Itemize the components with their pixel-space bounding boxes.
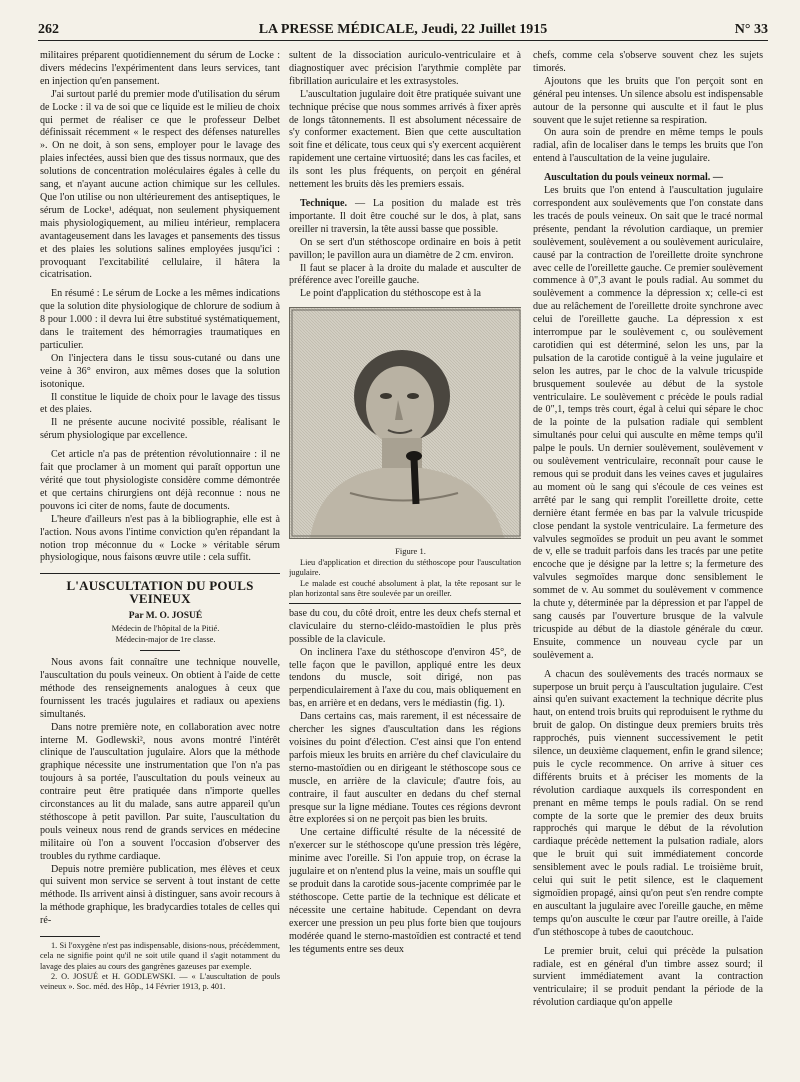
journal-title: LA PRESSE MÉDICALE, Jeudi, 22 Juillet 1915 bbox=[258, 22, 548, 37]
paragraph: L'heure d'ailleurs n'est pas à la bibliographie, elle est à l'action. Nous avons l'intime conviction qu'en répandant la notion trop méconnue du « Locke » véritable sérum physiologique, nous faisons œuvre utile : cela suffit. bbox=[40, 513, 280, 564]
page-number: 262 bbox=[38, 22, 59, 37]
paragraph: A chacun des soulèvements des tracés normaux se superpose un bruit perçu à l'auscultation jugulaire. C'est ainsi qu'en suivant exactement la technique décrite plus haut, on entend trois bruits qui reproduisent le rythme du bruit de galop. On distingue deux premiers bruits très rapprochés, puis viennent successivement le petit silence, un deuxième claquement, enfin le grand silence; puis le cycle recommence. On arrive à situer ces différents bruits et à préciser les moments de la révolution cardiaque auxquels ils correspondent en prenant en même temps le pouls radial. On se rend compte de la sorte que le premier des deux bruits rapprochés qui marque le début de la révolution cardiaque précède nettement la pulsation radiale, alors que le bruit qui suit immédiatement concorde sensiblement avec le pouls radial. Le troisième bruit, celui qui suit le petit silence, est le claquement sigmoïdien propagé, ainsi qu'on peut s'en rendre compte en auscultant la jugulaire avec l'oreille gauche, en même temps qu'on ausculte le cœur par l'autre oreille, à l'aide d'un stéthoscope à tubes de caoutchouc. bbox=[533, 668, 763, 938]
column-2 bbox=[289, 50, 521, 1065]
article-title: L'AUSCULTATION DU POULS VEINEUX bbox=[66, 578, 254, 607]
issue-number: N° 33 bbox=[734, 22, 768, 37]
paragraph: On se sert d'un stéthoscope ordinaire en bois à petit pavillon; le pavillon aura un diamètre de 2 cm. environ. bbox=[289, 236, 521, 261]
paragraph: Les bruits que l'on entend à l'auscultation jugulaire correspondent aux soulèvements que l'on constate dans les tracés de pouls veineux. On sait que le tracé normal présente, pendant la révolution cardiaque, un premier soulèvement, soulèvement a ou soulèvement auriculaire, causé par la contraction de l'oreillette droite synchrone avec celle de l'oreillette gauche. Ce premier soulèvement commence à 0",3 avant le pouls radial. Au sommet du soulèvement a commence la dépression x; celle-ci est due au relâchement de l'oreillette droite synchrone avec celui de l'oreillette gauche. La dépression x est interrompue par le soulèvement c, ou soulèvement carotidien qui est déterminé, selon les uns, par la pulsation de la carotide contiguë à la veine jugulaire et selon les autres, par le choc de la valvule tricuspide brusquement soulevée au début de la systole ventriculaire. Le soulèvement c précède le pouls radial de 0",1, temps très court, égal à celui qui sépare le choc de la pointe de la pulsation radiale qui semblent simultanés pour celui qui ausculte en même temps qu'il palpe le pouls. Un dernier soulèvement, soulèvement v ou soulèvement ventriculaire, reconnaît pour cause le remous qui se produit dans les veines caves et jugulaires au moment où le sang qui s'écoule de ces veines est arrêté par le sang qui remplit l'oreillette droite, cette dernière étant fermée en bas par la valvule tricuspide close pendant la systole ventriculaire. La fermeture des valvules segmoïdes se produit un peu avant le sommet de v, elle se traduit parfois dans les tracés par une petite encoche que je désigne par la lettre s; la fermeture des valvules segmoïdes marque donc sensiblement le sommet de v. Au sommet du soulèvement v commence la chute y, déterminée par la dépression et par l'appel de sang causés par l'ouverture brusque de la valvule tricuspide au début de la diastole générale du cœur. Ensuite, commence un nouveau cycle par un soulèvement a. bbox=[533, 185, 763, 661]
paragraph: Il constitue le liquide de choix pour le lavage des tissus et des plaies. bbox=[40, 391, 280, 416]
author-affiliation: Médecin de l'hôpital de la Pitié. bbox=[111, 623, 220, 634]
paragraph: On aura soin de prendre en même temps le pouls radial, afin de localiser dans le temps les bruits que l'on entend à l'auscultation de la veine jugulaire. bbox=[533, 127, 763, 165]
article-author: Par M. O. JOSUÉ bbox=[128, 611, 203, 622]
paragraph: militaires préparent quotidiennement du sérum de Locke : divers médecins l'expérimentent dans leurs services, tant en injection qu'en pansement. bbox=[40, 50, 280, 87]
paragraph: Cet article n'a pas de prétention révolutionnaire : il ne fait que proclamer à un moment qui paraît opportun une vérité que tout physiologiste considère comme démontrée et que certains chirurgiens ont déjà reconnue : nous ne pouvons ici citer de noms, faute de documents. bbox=[40, 449, 280, 512]
paragraph: Une certaine difficulté résulte de la nécessité de n'exercer sur le stéthoscope qu'une pression très légère, minime avec l'oreille. Si l'on appuie trop, on écrase la jugulaire et on n'entend plus la veine, mais un souffle qui se produit dans la carotide sous-jacente comprimée par le stéthoscope. Cette partie de la technique est délicate et nécessite une certaine habitude. Cependant on devra exercer une pression un peu plus forte bien que toujours modérée quand le sterno-mastoïdien est contracté et tend les téguments entre ses deux bbox=[289, 827, 521, 955]
section-heading: Auscultation du pouls veineux normal. — bbox=[544, 172, 723, 184]
paragraph: Le premier bruit, celui qui précède la pulsation radiale, est en général d'un timbre assez sourd; il survient immédiatement avant la contraction ventriculaire; il se produit pendant la période de la révolution cardiaque qu'on appelle bbox=[533, 945, 763, 1009]
figure-illustration bbox=[289, 307, 521, 539]
page-header bbox=[38, 20, 768, 41]
paragraph: L'auscultation jugulaire doit être pratiquée suivant une technique précise que nous sommes arrivés à fixer après de longs tâtonnements. Il est absolument nécessaire de s'y conformer exactement. Bien que cette auscultation soit fine et délicate, tous ceux qui s'y exercent acquièrent rapidement une certaine virtuosité; dans les cas faciles, et ils sont les plus fréquents, on perçoit en général nettement les bruits dès les premiers essais. bbox=[289, 88, 521, 191]
footnote: 2. O. JOSUÉ et H. GODLEWSKI. — « L'auscultation de pouls veineux ». Soc. méd. des Hôp., 14 Février 1913, p. 401. bbox=[40, 971, 280, 991]
short-divider bbox=[140, 650, 180, 651]
paragraph: chefs, comme cela s'observe souvent chez les sujets timorés. bbox=[533, 50, 763, 74]
footnote: 1. Si l'oxygène n'est pas indispensable, disions-nous, précédemment, cela ne signifie point qu'il ne soit utile quand il s'agit notamment du lavage des plaies au cours des gangrènes gazeuses par exemple. bbox=[40, 941, 280, 971]
paragraph: Il faut se placer à la droite du malade et ausculter de préférence avec l'oreille gauche. bbox=[289, 262, 521, 287]
figure-note: Le malade est couché absolument à plat, la tête reposant sur le plan horizontal sans être soulevée par un oreiller. bbox=[289, 578, 521, 598]
paragraph: En résumé : Le sérum de Locke a les mêmes indications que la solution dite physiologique de chlorure de sodium à 8 pour 1.000 : il devra lui être substitué systématiquement, dans le traitement des hémorragies traumatiques en particulier. bbox=[40, 288, 280, 351]
figure-divider bbox=[289, 603, 521, 604]
footnote-divider bbox=[40, 936, 100, 937]
paragraph: Le point d'application du stéthoscope est à la bbox=[300, 288, 481, 300]
figure-caption: Lieu d'application et direction du stéthoscope pour l'auscultation jugulaire. bbox=[289, 558, 521, 578]
technique-heading: Technique. bbox=[300, 197, 348, 209]
figure-title: Figure 1. bbox=[395, 546, 426, 557]
paragraph: Nous avons fait connaître une technique nouvelle, l'auscultation du pouls veineux. On obtient à l'aide de cette méthode des renseignements analogues à ceux que fournissent les tracés jugulaires et radiaux ou apexiens simultanés. bbox=[40, 657, 280, 720]
column-3 bbox=[533, 50, 763, 1065]
column-1 bbox=[40, 50, 280, 1065]
paragraph: On inclinera l'axe du stéthoscope d'environ 45°, de telle façon que le pavillon, appliqué entre les deux tendons du muscle, soit dirigé, non pas perpendiculairement à l'axe du cou, mais obliquement en bas, en arrière et en dedans, vers le médiastin (fig. 1). bbox=[289, 646, 521, 710]
paragraph: — La position du malade est très importante. Il doit être couché sur le dos, à plat, sans oreiller ni traversin, la tête aussi basse que possible. bbox=[289, 197, 521, 235]
paragraph: Depuis notre première publication, mes élèves et ceux qui suivent mon service se servent à tout instant de cette méthode. Ils arrivent ainsi à distinguer, sans avoir recours à la méthode graphique, les bradycardies totales de celles qui ré- bbox=[40, 863, 280, 927]
patient-stethoscope-illustration bbox=[290, 308, 521, 538]
author-affiliation: Médecin-major de 1re classe. bbox=[115, 633, 216, 644]
paragraph: Il ne présente aucune nocivité possible, réalisant le sérum physiologique par excellence. bbox=[40, 417, 280, 442]
paragraph: J'ai surtout parlé du premier mode d'utilisation du sérum de Locke : il va de soi que ce liquide est le milieu de choix qui permet de réaliser ce que le professeur Delbet définissait récemment « le respect des défenses naturelles ». On ne doit, à son sens, employer pour le lavage des plaies infectées, aussi bien que des tissus normaux, que des solutions de concentration moléculaires égales à celle du sang, et n'ayant aucune action chimique sur les cellules. Que l'on utilise ou non ultérieurement des antiseptiques, le sérum de Locke¹, adéquat, non seulement physiquement mais physiologiquement, au milieu intérieur, remplacera avantageusement dans les lavages et pansements des tissus et des plaies les solutions salines employées jusqu'ici : provoquant l'excitabilité cellulaire, il hâtera la cicatrisation. bbox=[40, 88, 280, 281]
paragraph: Dans notre première note, en collaboration avec notre interne M. Godlewski², nous avons montré l'intérêt clinique de l'auscultation jugulaire. Alors que la méthode graphique nécessite une instrumentation que l'on n'a pas toujours à sa portée, l'auscultation du pouls veineux au contraire peut être pratiquée dans n'importe quelles circonstances au lit du malade, sans autre appareil qu'un stéthoscope à petit pavillon. Par suite, l'auscultation du pouls veineux nous rend de grands services en médecine militaire où l'on a souvent l'occasion d'observer des troubles du rythme cardiaque. bbox=[40, 721, 280, 862]
paragraph: Dans certains cas, mais rarement, il est nécessaire de chercher les signes d'auscultation dans les régions voisines du point d'élection. C'est ainsi que l'on entend parfois mieux les bruits en arrière du chef claviculaire du sterno-mastoïdien ou en dirigeant le stéthoscope sous ce muscle, en arrière de la clavicule; d'autre fois, au contraire, il faut ausculter en dedans du chef sternal presque sur la ligne médiane. Toutes ces régions devront être explorées si on ne perçoit pas bien les bruits. bbox=[289, 711, 521, 826]
section-divider bbox=[40, 573, 280, 574]
paragraph: Ajoutons que les bruits que l'on perçoit sont en général peu intenses. Un silence absolu est indispensable autour de la personne qui ausculte et il faut le plus souvent que le sujet retienne sa respiration. bbox=[533, 75, 763, 126]
paragraph: base du cou, du côté droit, entre les deux chefs sternal et claviculaire du sterno-cléido-mastoïdien le plus près possible de la clavicule. bbox=[289, 607, 521, 645]
paragraph: On l'injectera dans le tissu sous-cutané ou dans une veine à 36° environ, aux mêmes doses que la solution isotonique. bbox=[40, 352, 280, 390]
paragraph: sultent de la dissociation auriculo-ventriculaire et à diagnostiquer avec précision l'arythmie complète par fibrillation auriculaire et les extrasystoles. bbox=[289, 50, 521, 87]
